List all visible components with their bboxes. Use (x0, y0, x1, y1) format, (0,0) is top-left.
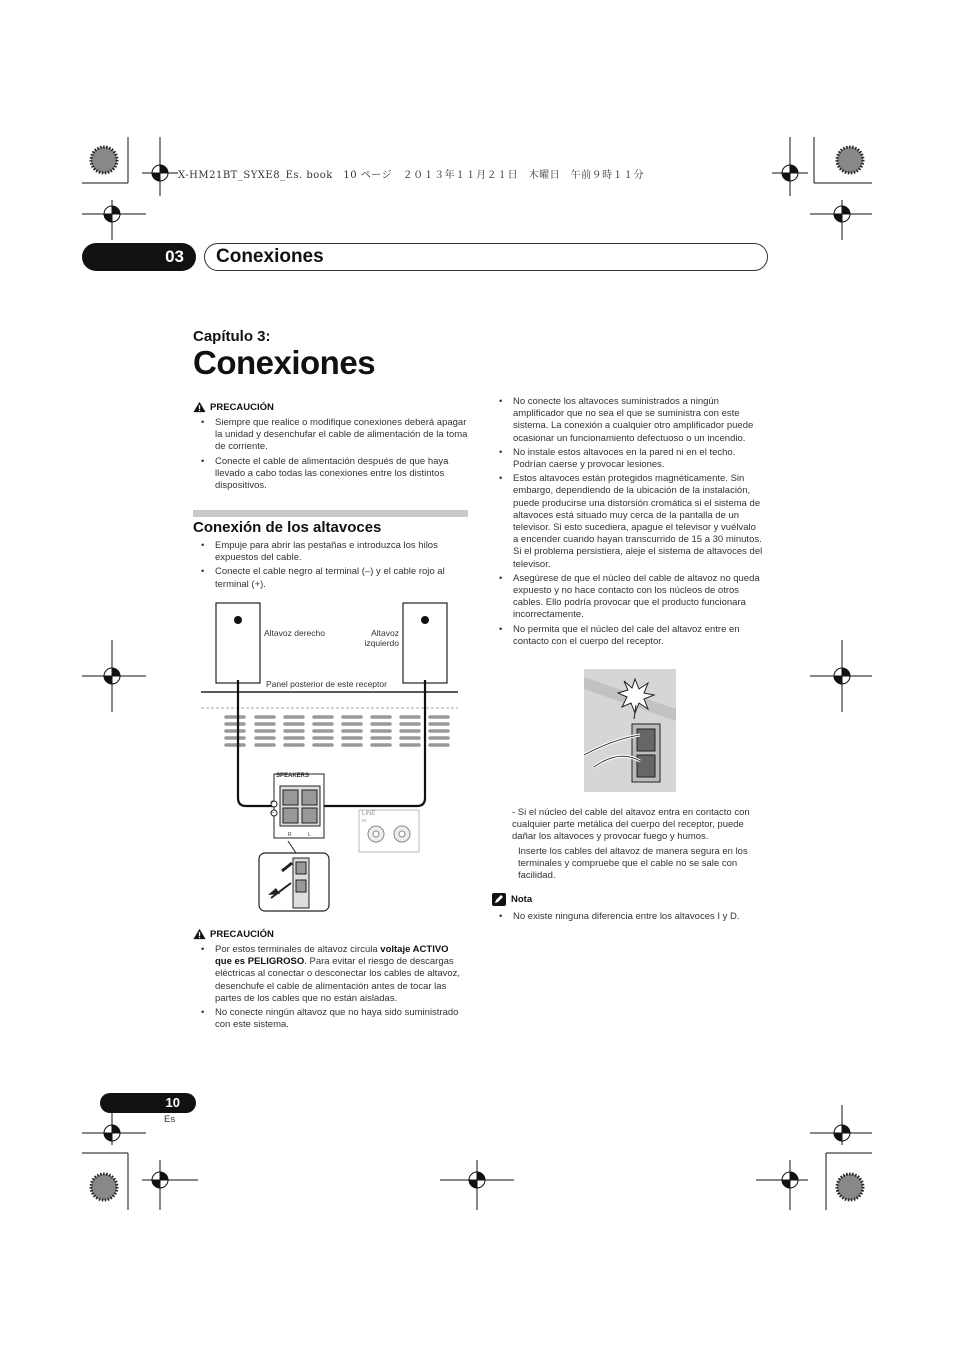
list-item: • Conecte el cable de alimentación después de que haya llevado a cabo todas las conexiones entre los distintos dispositivos. (201, 456, 468, 493)
right-list (499, 396, 763, 650)
note-title: Nota (511, 894, 533, 905)
dash-paragraph-2: Inserte los cables del altavoz de manera segura en los terminales y compruebe que el cable no se sale con facilidad. (518, 846, 748, 882)
list-item: • Estos altavoces están protegidos magnéticamente. Sin embargo, dependiendo de la ubicación de la instalación, puede producirse una distorsión cromática si el sistema de altavoces está situado muy cerca de la pantalla de un televisor. Si esto sucediera, apague el televisor y vuélvalo a encender cuando hayan transcurrido de 15 a 30 minutos. Si el problema persistiera, aleje el sistema de altavoces del televisor. (499, 473, 763, 571)
caution-heading (193, 928, 468, 940)
caution-emphasis: voltaje ACTIVO que es PELIGROSO (215, 944, 449, 968)
dash-paragraph-1: - Si el núcleo del cable del altavoz entra en contacto con cualquier parte metálica del cuerpo del receptor, puede dañar los altavoces y provocar fuego y humos. (512, 807, 750, 843)
list-item: • Conecte el cable negro al terminal (–) y el cable rojo al terminal (+). (201, 566, 467, 590)
caution-text: Por estos terminales de altavoz circula (215, 944, 381, 955)
warning-icon (193, 401, 206, 413)
plus-label: + (270, 799, 275, 806)
chapter-label: Capítulo 3: (193, 328, 271, 345)
list-item: • No instale estos altavoces en la pared ni en el techo. Podrían caerse y provocar lesiones. (499, 447, 763, 471)
list-item: • No permita que el núcleo del cale del altavoz entre en contacto con el cuerpo del receptor. (499, 624, 763, 648)
speaker-connection-diagram (196, 598, 468, 918)
list-item: • Empuje para abrir las pestañas e introduzca los hilos expuestos del cable. (201, 540, 467, 564)
chapter-title: Conexiones (193, 344, 376, 381)
section-title: Conexión de los altavoces (193, 519, 382, 536)
caution-block-1 (193, 401, 468, 494)
r-label: R (288, 832, 292, 838)
warning-icon (193, 928, 206, 940)
caution-title: PRECAUCIÓN (210, 928, 274, 940)
page-language: Es (164, 1114, 176, 1125)
note-icon (492, 893, 506, 906)
list-item: • No conecte los altavoces suministrados a ningún amplificador que no sea el que se suministra con este sistema. La conexión a cualquier otro amplificador puede ocasionar un funcionamiento defectuoso o un incendio. (499, 396, 763, 445)
minus-label: – (270, 809, 274, 816)
right-speaker-label: Altavoz derecho (264, 628, 325, 638)
caution-title: PRECAUCIÓN (210, 401, 274, 413)
list-item (201, 944, 468, 1005)
speakers-label: SPEAKERS (276, 773, 310, 779)
l-label: L (308, 832, 311, 838)
left-speaker (403, 603, 447, 683)
list-item: • Siempre que realice o modifique conexiones deberá apagar la unidad y desenchufar el cable de alimentación de la toma de corriente. (201, 417, 468, 454)
line-label: LINE (362, 811, 376, 817)
caution-list (201, 944, 468, 1031)
short-circuit-illustration (584, 669, 676, 792)
section-rule (193, 510, 468, 517)
caution-list (201, 417, 468, 492)
header-title: Conexiones (216, 246, 324, 267)
right-speaker (216, 603, 260, 683)
list-item: • No conecte ningún altavoz que no haya sido suministrado con este sistema. (201, 1007, 468, 1031)
list-item: • No existe ninguna diferencia entre los altavoces I y D. (499, 911, 763, 923)
section-list (201, 540, 467, 593)
left-speaker-label: Altavoz izquierdo (364, 628, 399, 648)
note-heading (492, 893, 532, 906)
page-number: 10 (100, 1093, 196, 1113)
print-info: X-HM21BT_SYXE8_Es. book 10 ページ ２０１３年１１月２１日 木曜日 午前９時１１分 (178, 170, 645, 181)
caution-heading (193, 401, 468, 413)
chapter-number-badge: 03 (82, 243, 196, 271)
panel-label: Panel posterior de este receptor (266, 679, 387, 689)
note-list (499, 911, 763, 925)
list-item: • Asegúrese de que el núcleo del cable de altavoz no queda expuesto y no hace contacto con los núcleos de otros cables. Ello podría provocar que el producto funcionara incorrectamente. (499, 573, 763, 622)
caution-text: . Para evitar el riesgo de descargas eléctricas al conectar o desconectar los cables de altavoz, desenchufe el cable de alimentación antes de tocar las partes de los cables que no están aisladas. (215, 956, 461, 1004)
line-sub-label: IN (362, 818, 367, 823)
caution-block-2 (193, 928, 468, 1033)
